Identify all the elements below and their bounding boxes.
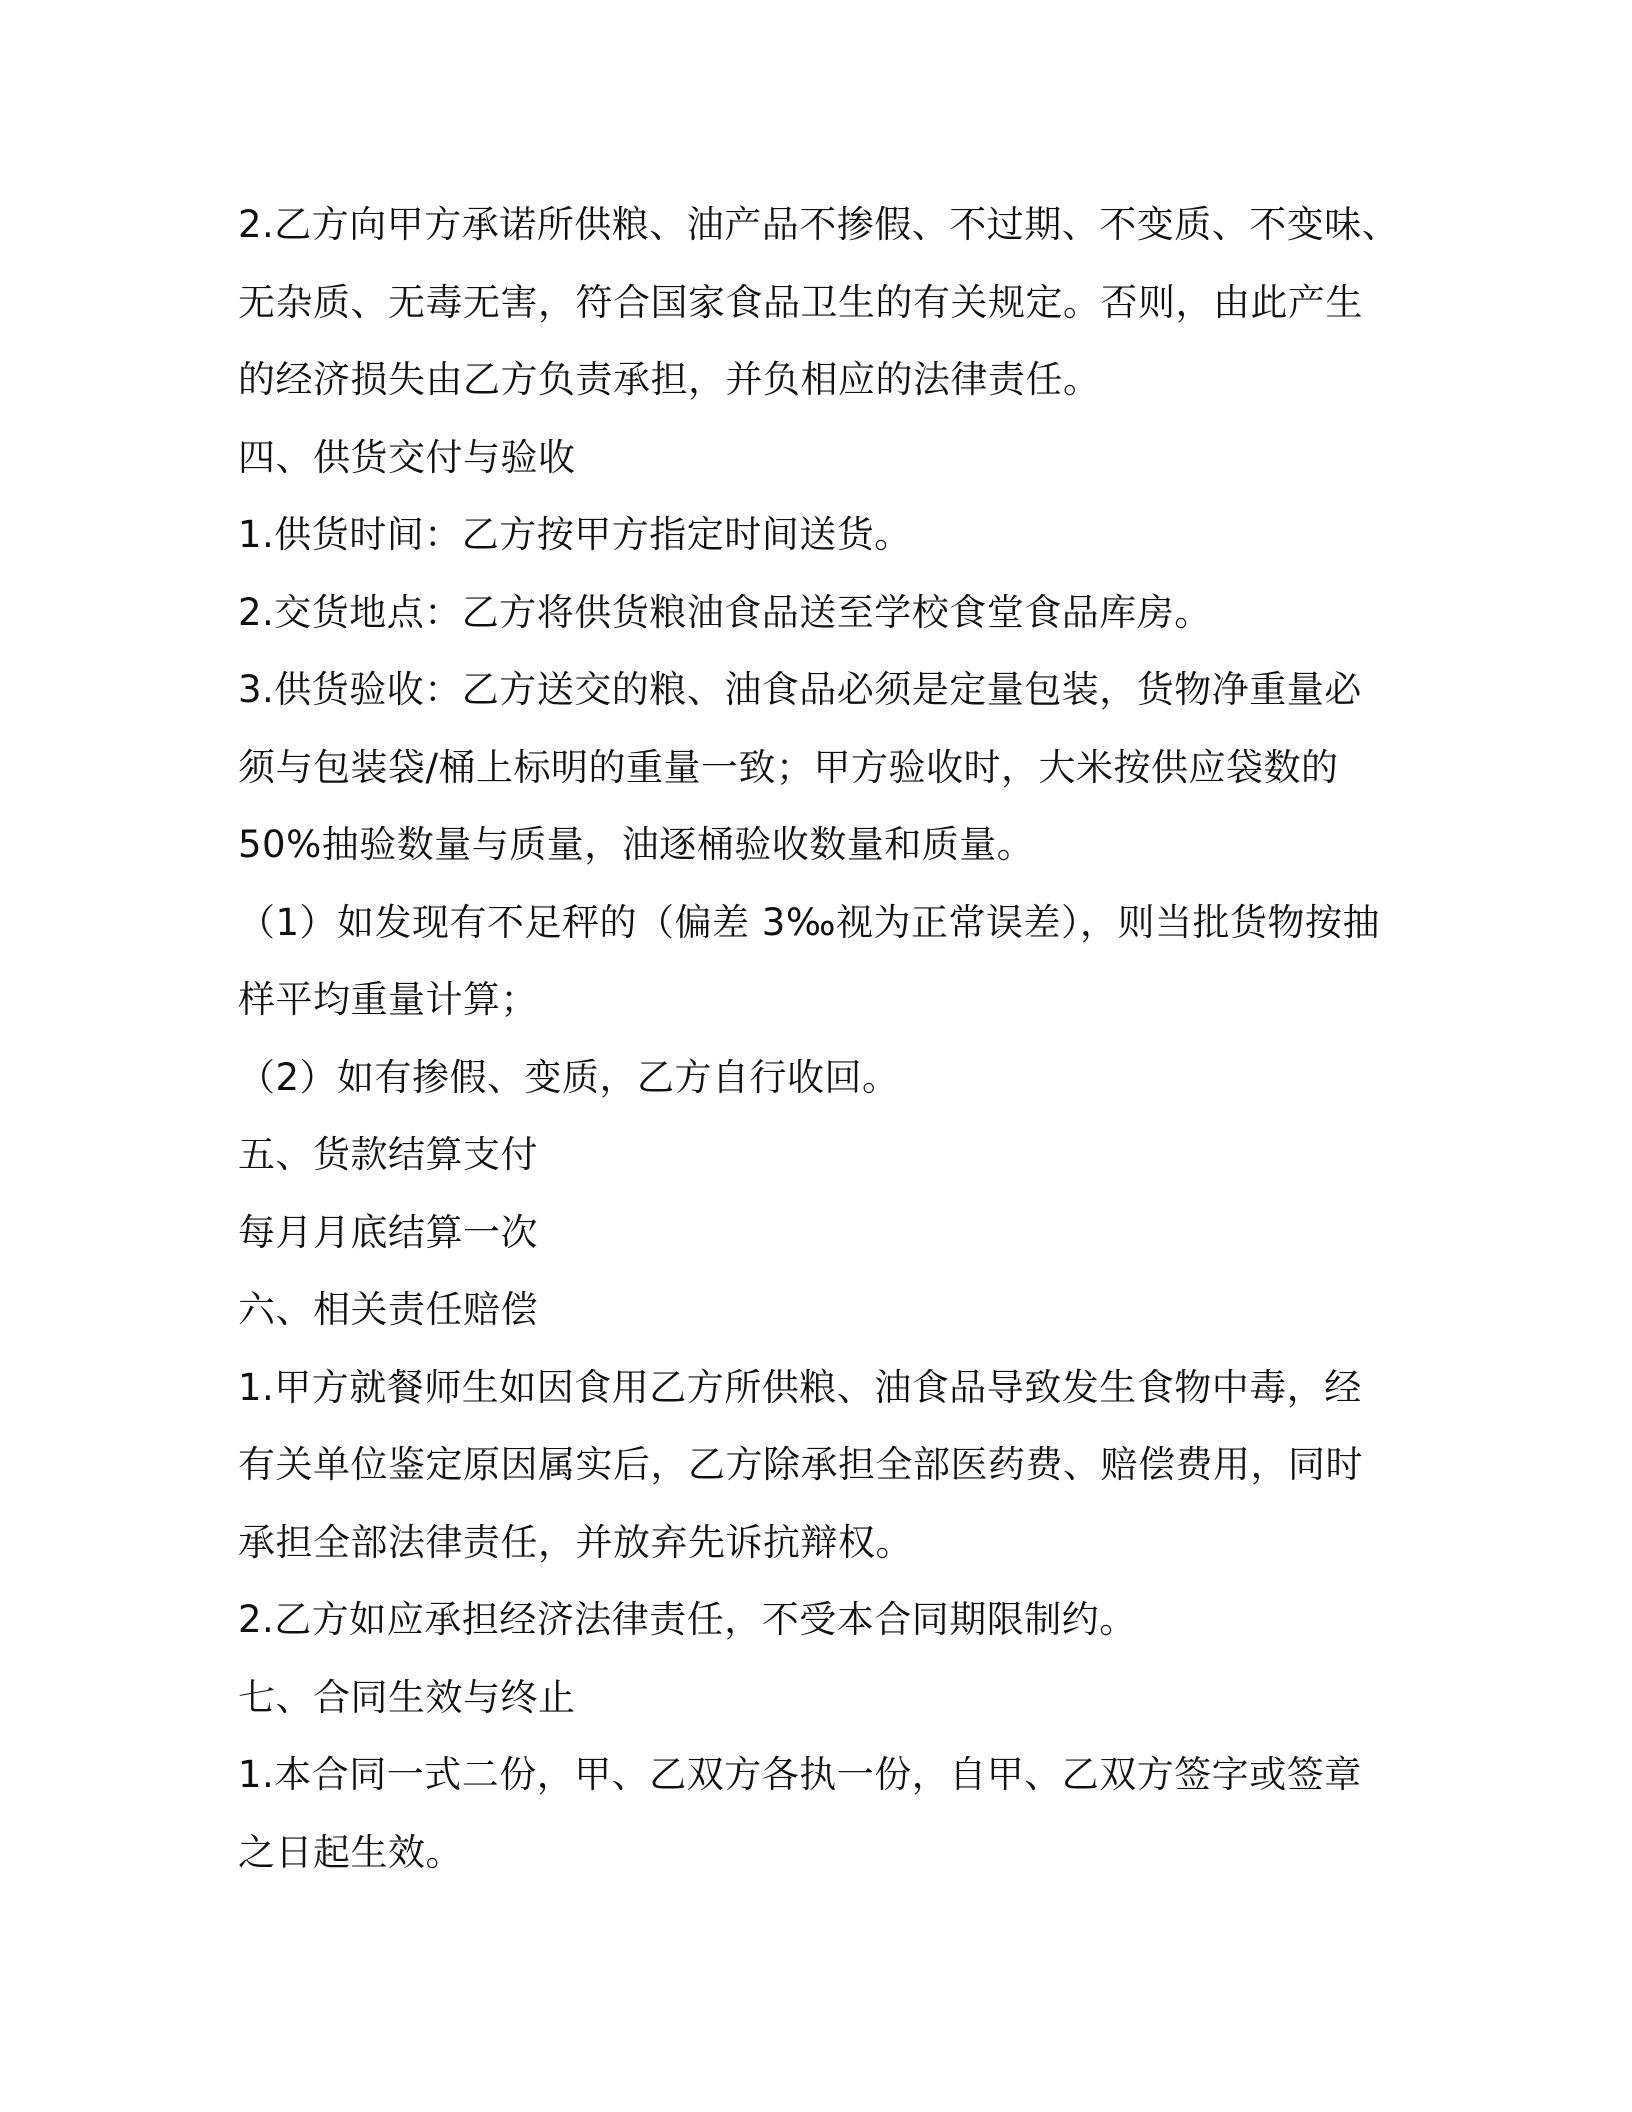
paragraph-line: 50%抽验数量与质量，油逐桶验收数量和质量。: [238, 823, 1035, 866]
paragraph-line: 的经济损失由乙方负责承担，并负相应的法律责任。: [238, 358, 1101, 401]
paragraph-line: 有关单位鉴定原因属实后，乙方除承担全部医药费、赔偿费用，同时: [238, 1443, 1363, 1486]
section-heading: 七、合同生效与终止: [238, 1675, 576, 1719]
paragraph-line: 样平均重量计算；: [238, 978, 538, 1021]
paragraph-line: 承担全部法律责任，并放弃先诉抗辩权。: [238, 1520, 913, 1564]
paragraph-line: 1.本合同一式二份，甲、乙双方各执一份，自甲、乙双方签字或签章: [238, 1753, 1362, 1796]
paragraph-line: 1.供货时间：乙方按甲方指定时间送货。: [238, 513, 912, 556]
paragraph-line: 2.交货地点：乙方将供货粮油食品送至学校食堂食品库房。: [238, 590, 1212, 634]
paragraph-line: 之日起生效。: [238, 1830, 463, 1874]
paragraph-line: 须与包装袋/桶上标明的重量一致；甲方验收时，大米按供应袋数的: [238, 745, 1339, 789]
paragraph-line: （2）如有掺假、变质，乙方自行收回。: [238, 1055, 900, 1099]
paragraph-line: 2.乙方向甲方承诺所供粮、油产品不掺假、不过期、不变质、不变味、: [238, 203, 1400, 246]
document-body: [238, 186, 1400, 1891]
paragraph-line: （1）如发现有不足秤的（偏差 3‰视为正常误差），则当批货物按抽: [238, 900, 1380, 944]
section-heading: 五、货款结算支付: [238, 1133, 538, 1176]
section-heading: 六、相关责任赔偿: [238, 1288, 538, 1331]
paragraph-line: 1.甲方就餐师生如因食用乙方所供粮、油食品导致发生食物中毒，经: [238, 1365, 1362, 1409]
paragraph-line: 每月月底结算一次: [238, 1210, 538, 1254]
section-heading: 四、供货交付与验收: [238, 435, 576, 479]
paragraph-line: 3.供货验收：乙方送交的粮、油食品必须是定量包装，货物净重量必: [238, 668, 1362, 711]
paragraph-line: 2.乙方如应承担经济法律责任，不受本合同期限制约。: [238, 1598, 1137, 1641]
paragraph-line: 无杂质、无毒无害，符合国家食品卫生的有关规定。否则，由此产生: [238, 280, 1363, 324]
